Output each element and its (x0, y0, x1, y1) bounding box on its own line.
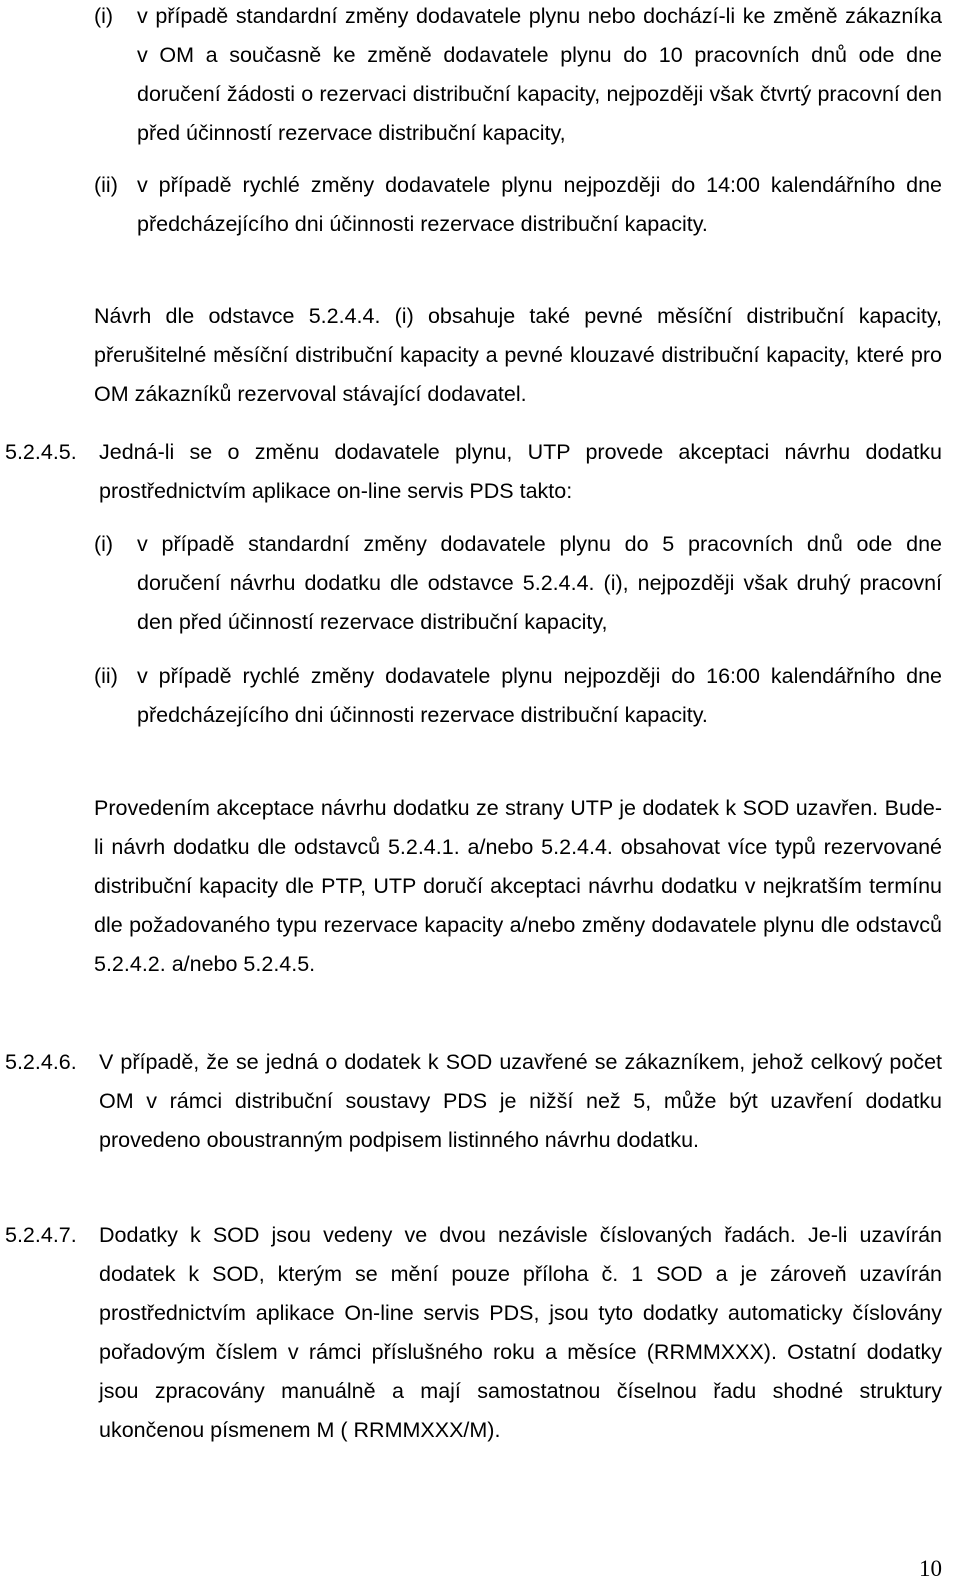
list-marker-i: (i) (94, 532, 114, 556)
list-marker-i: (i) (94, 4, 114, 28)
paragraph-note: Provedením akceptace návrhu dodatku ze strany UTP je dodatek k SOD uzavřen. Bude-li návrh dodatku dle odstavců 5.2.4.1. a/nebo 5.2.4.4. obsahovat více typů rezervované distribuční kapacity dle PTP, UTP doručí akceptaci návrhu dodatku v nejkratším termínu dle požadovaného typu rezervace kapacity a/nebo změny dodavatele plynu dle odstavců 5.2.4.2. a/nebo 5.2.4.5. (94, 796, 942, 976)
list-marker-ii: (ii) (94, 173, 118, 197)
list-item-text: v případě rychlé změny dodavatele plynu nejpozději do 16:00 kalendářního dne předcházejícího dni účinnosti rezervace distribuční kapacity. (137, 664, 942, 727)
list-item-text: v případě standardní změny dodavatele plynu nebo dochází-li ke změně zákazníka v OM a současně ke změně dodavatele plynu do 10 pracovních dnů ode dne doručení žádosti o rezervaci distribuční kapacity, nejpozději však čtvrtý pracovní den před účinností rezervace distribuční kapacity, (137, 4, 942, 145)
list-marker-ii: (ii) (94, 664, 118, 688)
section-text: Dodatky k SOD jsou vedeny ve dvou nezávisle číslovaných řadách. Je-li uzavírán dodatek k SOD, kterým se mění pouze příloha č. 1 SOD a je zároveň uzavírán prostřednictvím aplikace On-line servis PDS, jsou tyto dodatky automaticky číslovány pořadovým číslem v rámci příslušného roku a měsíce (RRMMXXX). Ostatní dodatky jsou zpracovány manuálně a mají samostatnou číselnou řadu shodné struktury ukončenou písmenem M ( RRMMXXX/M). (99, 1223, 942, 1442)
section-text: V případě, že se jedná o dodatek k SOD uzavřené se zákazníkem, jehož celkový počet OM v rámci distribuční soustavy PDS je nižší než 5, může být uzavření dodatku provedeno oboustranným podpisem listinného návrhu dodatku. (99, 1050, 942, 1152)
section-number: 5.2.4.5. (5, 440, 77, 464)
list-item-text: v případě rychlé změny dodavatele plynu nejpozději do 14:00 kalendářního dne předcházejícího dni účinnosti rezervace distribuční kapacity. (137, 173, 942, 236)
section-number: 5.2.4.7. (5, 1223, 77, 1247)
section-text: Jedná-li se o změnu dodavatele plynu, UTP provede akceptaci návrhu dodatku prostřednictvím aplikace on-line servis PDS takto: (99, 440, 942, 503)
section-number: 5.2.4.6. (5, 1050, 77, 1074)
paragraph-note: Návrh dle odstavce 5.2.4.4. (i) obsahuje také pevné měsíční distribuční kapacity, přerušitelné měsíční distribuční kapacity a pevné klouzavé distribuční kapacity, které pro OM zákazníků rezervoval stávající dodavatel. (94, 304, 942, 406)
list-item-text: v případě standardní změny dodavatele plynu do 5 pracovních dnů ode dne doručení návrhu dodatku dle odstavce 5.2.4.4. (i), nejpozději však druhý pracovní den před účinností rezervace distribuční kapacity, (137, 532, 942, 634)
page-number: 10 (919, 1556, 942, 1581)
